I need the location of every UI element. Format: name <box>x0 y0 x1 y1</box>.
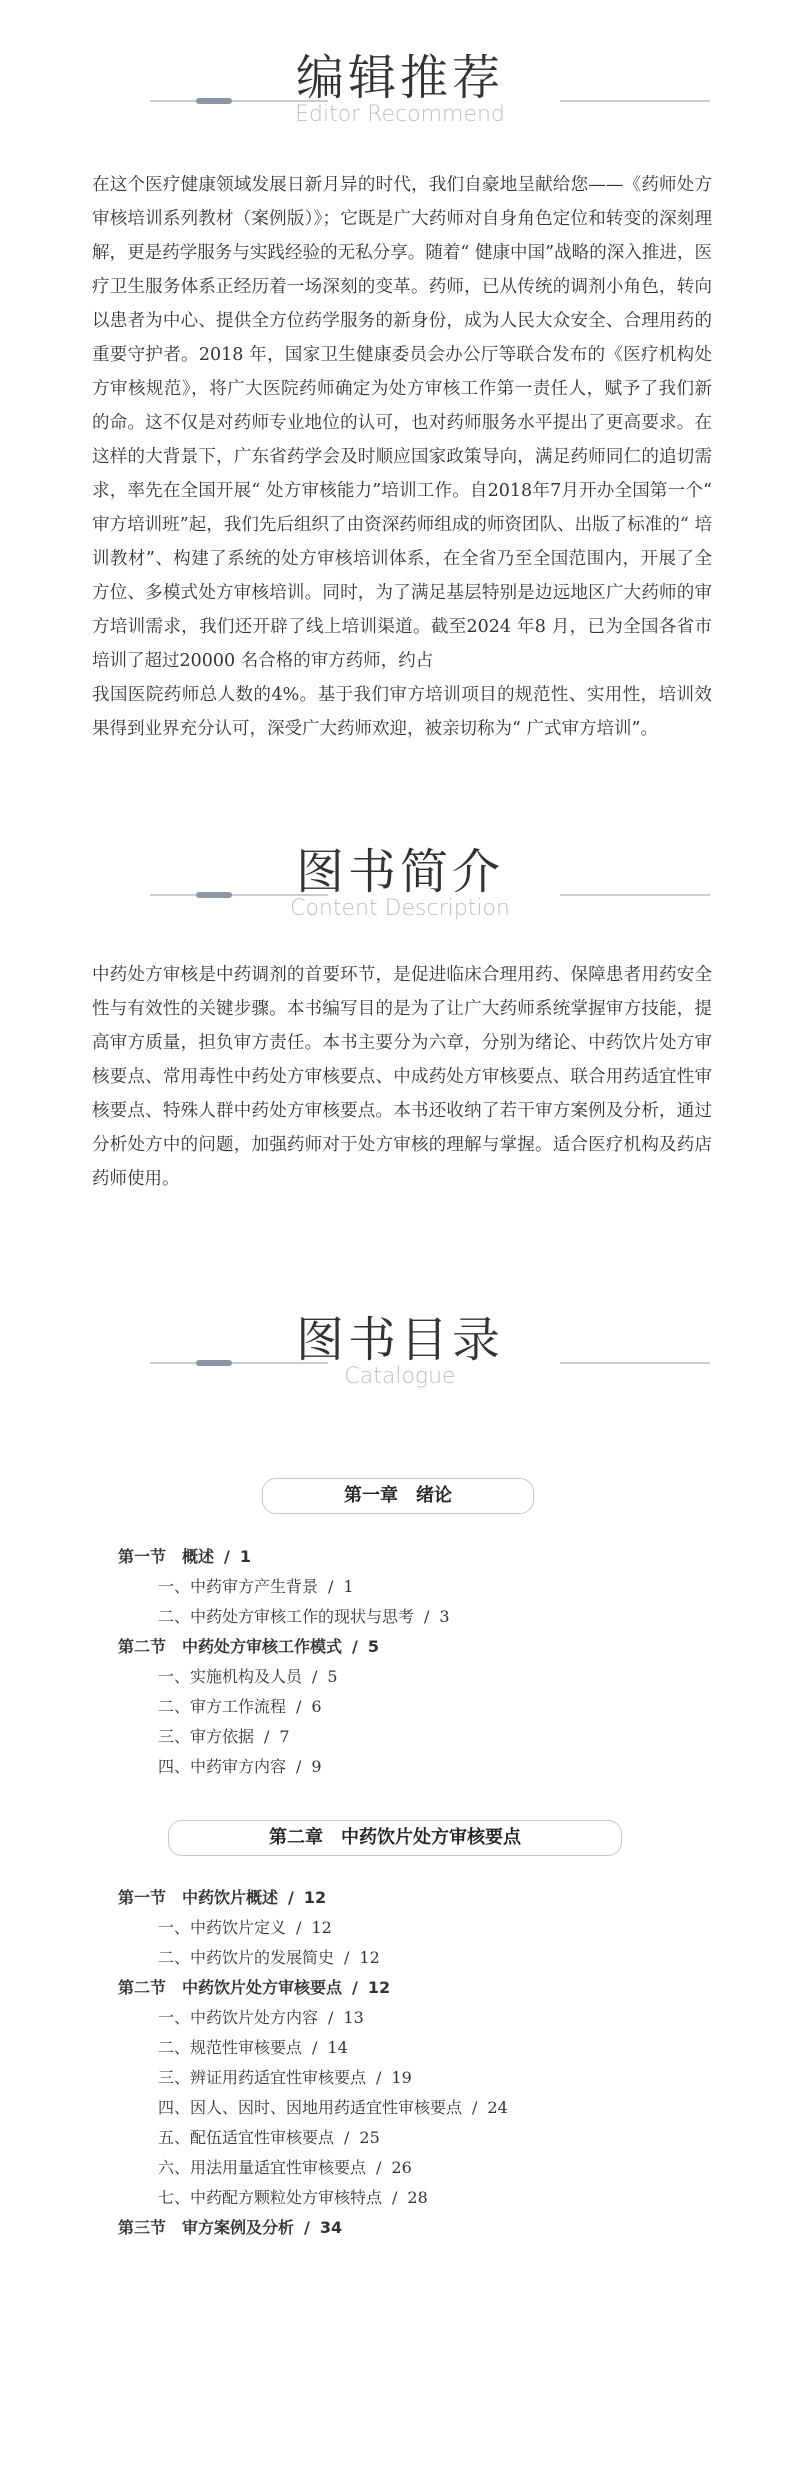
section-subtitle: Content Description <box>290 896 510 921</box>
toc-entry-title: 二、中药饮片的发展简史 <box>158 1948 335 1967</box>
toc-section-row <box>118 1973 718 2003</box>
toc-subsection-row <box>118 1943 718 1973</box>
toc-subsection-row <box>118 1752 718 1782</box>
toc-subsection-row <box>118 1572 718 1602</box>
toc-separator: / <box>328 1577 334 1596</box>
toc-page-number: 12 <box>303 1888 327 1907</box>
toc-page-number: 19 <box>391 2068 412 2087</box>
toc-entry-title: 二、中药处方审核工作的现状与思考 <box>158 1607 415 1626</box>
toc-entry-title: 第三节 审方案例及分析 <box>118 2218 295 2237</box>
toc-entry-title: 第一节 概述 <box>118 1547 215 1566</box>
section-title: 图书目录 <box>295 1312 504 1368</box>
chapter-1-toc <box>118 1542 718 1782</box>
toc-separator: / <box>296 1697 302 1716</box>
toc-page-number: 26 <box>391 2158 412 2177</box>
toc-page-number: 7 <box>279 1727 290 1746</box>
toc-page-number: 12 <box>359 1948 380 1967</box>
toc-separator: / <box>312 1667 318 1686</box>
toc-subsection-row <box>118 1692 718 1722</box>
toc-separator: / <box>296 1757 302 1776</box>
section-title: 编辑推荐 <box>295 50 504 106</box>
toc-page-number: 28 <box>407 2188 428 2207</box>
toc-page-number: 12 <box>311 1918 332 1937</box>
toc-subsection-row <box>118 2033 718 2063</box>
toc-separator: / <box>344 2128 350 2147</box>
toc-page-number: 14 <box>327 2038 348 2057</box>
chapter-1-title: 第一章 绪论 <box>262 1478 534 1514</box>
toc-subsection-row <box>118 1722 718 1752</box>
section-subtitle: Editor Recommend <box>295 102 505 127</box>
toc-page-number: 34 <box>319 2218 343 2237</box>
toc-section-row <box>118 1883 718 1913</box>
editor-recommend-text <box>92 168 712 746</box>
content-description-text <box>92 958 712 1196</box>
toc-subsection-row <box>118 2153 718 2183</box>
chapter-2-toc <box>118 1883 718 2243</box>
toc-subsection-row <box>118 2093 718 2123</box>
toc-entry-title: 六、用法用量适宜性审核要点 <box>158 2158 367 2177</box>
section-subtitle: Catalogue <box>344 1364 456 1389</box>
toc-page-number: 12 <box>367 1978 391 1997</box>
toc-separator: / <box>224 1547 230 1566</box>
toc-entry-title: 二、审方工作流程 <box>158 1697 287 1716</box>
toc-entry-title: 一、中药饮片处方内容 <box>158 2008 319 2027</box>
toc-separator: / <box>472 2098 478 2117</box>
toc-page-number: 5 <box>327 1667 338 1686</box>
toc-entry-title: 七、中药配方颗粒处方审核特点 <box>158 2188 383 2207</box>
editor-recommend-header <box>0 48 800 138</box>
toc-entry-title: 第一节 中药饮片概述 <box>118 1888 279 1907</box>
toc-page-number: 9 <box>311 1757 322 1776</box>
toc-section-row <box>118 1632 718 1662</box>
toc-page-number: 1 <box>239 1547 251 1566</box>
toc-separator: / <box>424 1607 430 1626</box>
toc-entry-title: 一、中药饮片定义 <box>158 1918 287 1937</box>
toc-separator: / <box>296 1918 302 1937</box>
toc-page-number: 5 <box>367 1637 379 1656</box>
toc-separator: / <box>352 1637 358 1656</box>
toc-subsection-row <box>118 2183 718 2213</box>
toc-separator: / <box>344 1948 350 1967</box>
content-description-header <box>0 842 800 932</box>
paragraph: 中药处方审核是中药调剂的首要环节，是促进临床合理用药、保障患者用药安全性与有效性的关键步骤。本书编写目的是为了让广大药师系统掌握审方技能，提高审方质量，担负审方责任。本书主要分为六章，分别为绪论、中药饮片处方审核要点、常用毒性中药处方审核要点、中成药处方审核要点、联合用药适宜性审核要点、特殊人群中药处方审核要点。本书还收纳了若干审方案例及分析，通过分析处方中的问题，加强药师对于处方审核的理解与掌握。适合医疗机构及药店药师使用。 <box>92 965 712 1189</box>
toc-separator: / <box>376 2068 382 2087</box>
toc-separator: / <box>288 1888 294 1907</box>
toc-subsection-row <box>118 1913 718 1943</box>
toc-entry-title: 三、审方依据 <box>158 1727 255 1746</box>
catalogue-header <box>0 1310 800 1400</box>
toc-entry-title: 四、中药审方内容 <box>158 1757 287 1776</box>
toc-subsection-row <box>118 2123 718 2153</box>
paragraph: 我国医院药师总人数的4%。基于我们审方培训项目的规范性、实用性，培训效果得到业界充分认可，深受广大药师欢迎，被亲切称为“ 广式审方培训”。 <box>92 685 712 739</box>
toc-subsection-row <box>118 1662 718 1692</box>
toc-entry-title: 二、规范性审核要点 <box>158 2038 303 2057</box>
toc-separator: / <box>312 2038 318 2057</box>
toc-section-row <box>118 2213 718 2243</box>
toc-subsection-row <box>118 2063 718 2093</box>
toc-page-number: 3 <box>439 1607 450 1626</box>
toc-separator: / <box>352 1978 358 1997</box>
toc-separator: / <box>376 2158 382 2177</box>
toc-entry-title: 一、中药审方产生背景 <box>158 1577 319 1596</box>
toc-separator: / <box>392 2188 398 2207</box>
toc-page-number: 24 <box>487 2098 508 2117</box>
toc-entry-title: 第二节 中药处方审核工作模式 <box>118 1637 343 1656</box>
section-title: 图书简介 <box>295 844 504 900</box>
toc-separator: / <box>328 2008 334 2027</box>
toc-section-row <box>118 1542 718 1572</box>
toc-page-number: 25 <box>359 2128 380 2147</box>
toc-subsection-row <box>118 2003 718 2033</box>
toc-entry-title: 一、实施机构及人员 <box>158 1667 303 1686</box>
toc-entry-title: 第二节 中药饮片处方审核要点 <box>118 1978 343 1997</box>
toc-page-number: 13 <box>343 2008 364 2027</box>
toc-separator: / <box>304 2218 310 2237</box>
toc-page-number: 6 <box>311 1697 322 1716</box>
toc-separator: / <box>264 1727 270 1746</box>
toc-entry-title: 三、辨证用药适宜性审核要点 <box>158 2068 367 2087</box>
chapter-2-title: 第二章 中药饮片处方审核要点 <box>168 1820 622 1856</box>
toc-subsection-row <box>118 1602 718 1632</box>
toc-entry-title: 五、配伍适宜性审核要点 <box>158 2128 335 2147</box>
toc-entry-title: 四、因人、因时、因地用药适宜性审核要点 <box>158 2098 463 2117</box>
paragraph: 在这个医疗健康领域发展日新月异的时代，我们自豪地呈献给您——《药师处方审核培训系列教材（案例版）》；它既是广大药师对自身角色定位和转变的深刻理解，更是药学服务与实践经验的无私分享。随着“ 健康中国”战略的深入推进，医疗卫生服务体系正经历着一场深刻的变革。药师，已从传统的调剂小角色，转向以患者为中心、提供全方位药学服务的新身份，成为人民大众安全、合理用药的重要守护者。2018 年，国家卫生健康委员会办公厅等联合发布的《医疗机构处方审核规范》，将广大医院药师确定为处方审核工作第一责任人，赋予了我们新的命。这不仅是对药师专业地位的认可，也对药师服务水平提出了更高要求。在这样的大背景下，广东省药学会及时顺应国家政策导向，满足药师同仁的追切需求，率先在全国开展“ 处方审核能力”培训工作。自2018年7月开办全国第一个“ 审方培训班”起，我们先后组织了由资深药师组成的师资团队、出版了标准的“ 培训教材”、构建了系统的处方审核培训体系，在全省乃至全国范围内，开展了全方位、多模式处方审核培训。同时，为了满足基层特别是边远地区广大药师的审方培训需求，我们还开辟了线上培训渠道。截至2024 年8 月，已为全国各省市培训了超过20000 名合格的审方药师，约占 <box>92 175 712 671</box>
toc-page-number: 1 <box>343 1577 354 1596</box>
